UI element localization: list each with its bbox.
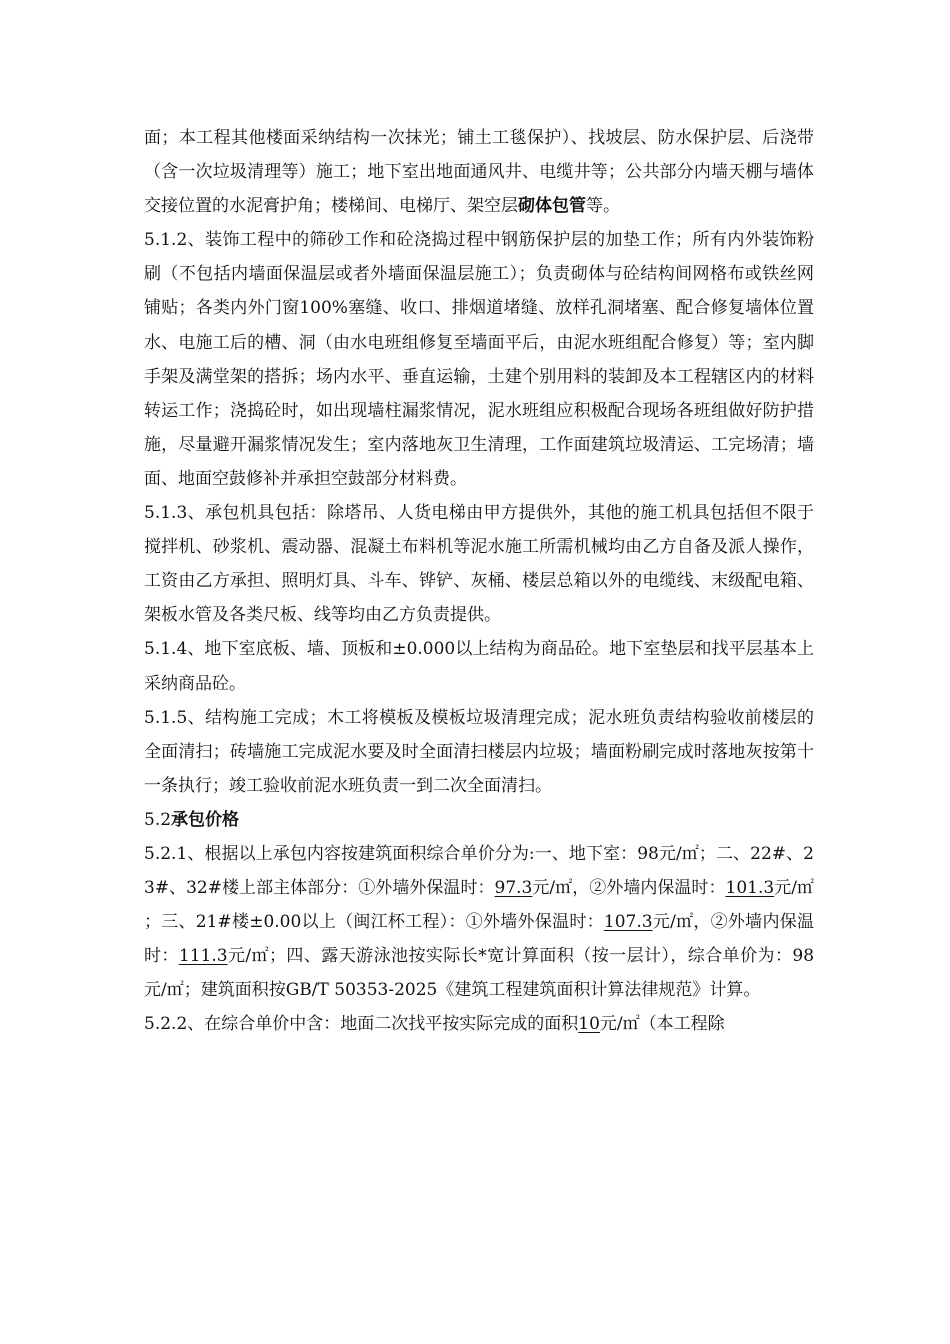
scope-text-end: 等。 xyxy=(586,196,620,217)
bold-masonry-pipe: 砌体包管 xyxy=(518,196,586,217)
paragraph-5-2-1 xyxy=(144,837,814,1007)
price-text-c: 元/㎡；三、21#楼±0.00以上（闽江杯工程）：①外墙外保温时： xyxy=(144,878,814,933)
section-heading-5-2 xyxy=(144,803,814,837)
price-text-e: 元/㎡；四、露天游泳池按实际长*宽计算面积（按一层计），综合单价为：98元/㎡；建筑面积按GB/T 50353-2025《建筑工程建筑面积计算法律规范》计算。 xyxy=(144,946,815,1001)
paragraph-scope-continued xyxy=(144,121,814,223)
document-page xyxy=(144,121,814,1042)
section-title: 承包价格 xyxy=(171,809,240,830)
paragraph-5-1-2: 5.1.2、装饰工程中的筛砂工作和砼浇捣过程中钢筋保护层的加垫工作；所有内外装饰粉刷（不包括内墙面保温层或者外墙面保温层施工）；负责砌体与砼结构间网格布或铁丝网铺贴；各类内外门窗100%塞缝、收口、排烟道堵缝、放样孔洞堵塞、配合修复墙体位置水、电施工后的槽、洞（由水电班组修复至墙面平后，由泥水班组配合修复）等；室内脚手架及满堂架的搭拆；场内水平、垂直运输，土建个别用料的装卸及本工程辖区内的材料转运工作；浇捣砼时，如出现墙柱漏浆情况，泥水班组应积极配合现场各班组做好防护措施，尽量避开漏浆情况发生；室内落地灰卫生清理，工作面建筑垃圾清运、工完场清；墙面、地面空鼓修补并承担空鼓部分材料费。 xyxy=(144,230,814,489)
paragraph-5-1-5: 5.1.5、结构施工完成；木工将模板及模板垃圾清理完成；泥水班负责结构验收前楼层的全面清扫；砖墙施工完成泥水要及时全面清扫楼层内垃圾；墙面粉刷完成时落地灰按第十一条执行；竣工验收前泥水班负责一到二次全面清扫。 xyxy=(144,707,814,796)
price-value-exterior-22: 97.3 xyxy=(494,878,533,899)
paragraph-5-1-4: 5.1.4、地下室底板、墙、顶板和±0.000以上结构为商品砼。地下室垫层和找平层基本上采纳商品砼。 xyxy=(144,639,814,694)
leveling-price-value: 10 xyxy=(578,1014,600,1035)
price-text-b: 元/㎡，②外墙内保温时： xyxy=(532,878,726,899)
leveling-text-b: 元/㎡（本工程除 xyxy=(599,1014,725,1035)
paragraph-5-1-3: 5.1.3、承包机具包括：除塔吊、人货电梯由甲方提供外，其他的施工机具包括但不限于搅拌机、砂浆机、震动器、混凝土布料机等泥水施工所需机械均由乙方自备及派人操作，工资由乙方承担、照明灯具、斗车、铧铲、灰桶、楼层总箱以外的电缆线、末级配电箱、架板水管及各类尺板、线等均由乙方负责提供。 xyxy=(144,503,814,626)
price-value-exterior-21: 107.3 xyxy=(603,912,653,933)
section-number: 5.2 xyxy=(144,809,172,830)
paragraph-5-2-2 xyxy=(144,1007,814,1041)
price-value-interior-22: 101.3 xyxy=(725,878,775,899)
scope-text: 面；本工程其他楼面采纳结构一次抹光；铺土工毯保护）、找坡层、防水保护层、后浇带（含一次垃圾清理等）施工；地下室出地面通风井、电缆井等；公共部分内墙天棚与墙体交接位置的水泥膏护角；楼梯间、电梯厅、架空层 xyxy=(144,128,814,217)
price-value-interior-21: 111.3 xyxy=(178,946,228,967)
leveling-text-a: 5.2.2、在综合单价中含：地面二次找平按实际完成的面积 xyxy=(144,1014,579,1035)
price-text-a: 5.2.1、根据以上承包内容按建筑面积综合单价分为:一、地下室：98元/㎡；二、22#、23#、32#楼上部主体部分：①外墙外保温时： xyxy=(144,843,814,899)
price-text-d: 元/㎡，②外墙内保温时： xyxy=(144,912,814,967)
